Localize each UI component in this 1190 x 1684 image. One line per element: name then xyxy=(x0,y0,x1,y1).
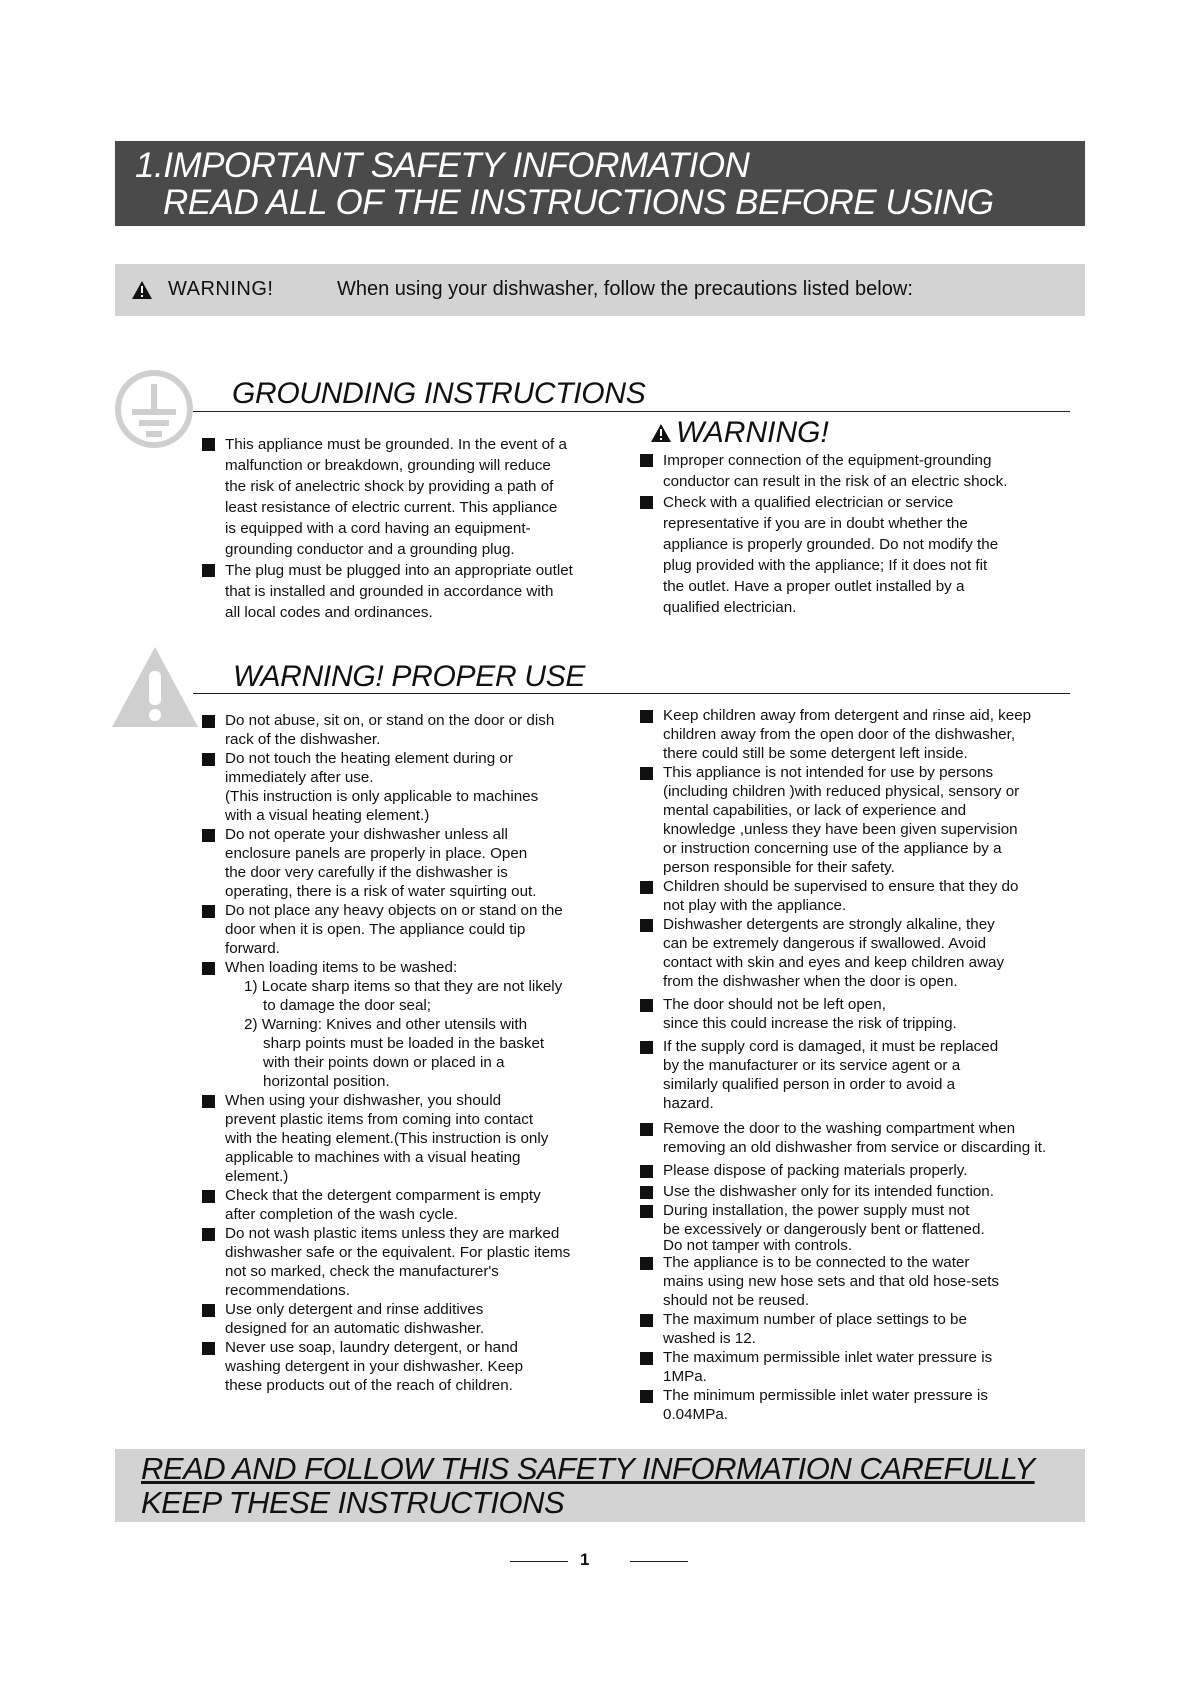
list-item: Use only detergent and rinse additives designed for an automatic dishwasher. xyxy=(202,1300,632,1338)
page-subtitle: READ ALL OF THE INSTRUCTIONS BEFORE USING xyxy=(163,183,994,222)
page-number: 1 xyxy=(580,1550,590,1569)
list-item: Do not place any heavy objects on or stand on the door when it is open. The appliance could tip forward. xyxy=(202,901,632,958)
list-item: During installation, the power supply must not be excessively or dangerously bent or flattened. Do not tamper with controls. xyxy=(640,1201,1090,1253)
list-item: When loading items to be washed: 1) Locate sharp items so that they are not likely to damage the door seal; 2) Warning: Knives and other utensils with sharp points must be loaded in the basket with their points down or placed in a horizontal position. xyxy=(202,958,632,1091)
grounding-right-column xyxy=(640,450,1080,618)
list-item: Check that the detergent comparment is empty after completion of the wash cycle. xyxy=(202,1186,632,1224)
page-number-rule-right xyxy=(630,1561,688,1562)
list-item: When using your dishwasher, you should prevent plastic items from coming into contact with the heating element.(This instruction is only applicable to machines with a visual heating element.) xyxy=(202,1091,632,1186)
proper-use-heading: WARNING! PROPER USE xyxy=(233,660,586,693)
bullet-icon xyxy=(202,829,215,842)
page-title: 1.IMPORTANT SAFETY INFORMATION xyxy=(135,146,750,185)
list-item: Use the dishwasher only for its intended function. xyxy=(640,1182,1090,1201)
bullet-icon xyxy=(640,767,653,780)
bullet-icon xyxy=(202,1304,215,1317)
bullet-icon xyxy=(640,710,653,723)
list-item: The maximum permissible inlet water pressure is 1MPa. xyxy=(640,1348,1090,1386)
proper-use-left-column xyxy=(202,711,632,1395)
page-number-rule-left xyxy=(510,1561,568,1562)
warning-label: WARNING! xyxy=(168,278,274,300)
footer-banner xyxy=(115,1449,1085,1522)
title-banner xyxy=(115,141,1085,226)
warning-triangle-icon xyxy=(650,417,672,451)
bullet-icon xyxy=(640,1186,653,1199)
footer-line-1: READ AND FOLLOW THIS SAFETY INFORMATION CAREFULLY xyxy=(141,1451,1035,1486)
warning-text: When using your dishwasher, follow the precautions listed below: xyxy=(337,278,913,300)
list-item: The door should not be left open, since this could increase the risk of tripping. xyxy=(640,995,1090,1033)
bullet-icon xyxy=(202,1095,215,1108)
bullet-icon xyxy=(202,1190,215,1203)
list-item: The appliance is to be connected to the water mains using new hose sets and that old hose-sets should not be reused. xyxy=(640,1253,1090,1310)
bullet-icon xyxy=(640,1205,653,1218)
grounding-warning-title: WARNING! xyxy=(676,416,829,449)
list-item: The maximum number of place settings to be washed is 12. xyxy=(640,1310,1090,1348)
bullet-icon xyxy=(640,1041,653,1054)
bullet-icon xyxy=(202,564,215,577)
list-item: This appliance must be grounded. In the event of a malfunction or breakdown, grounding will reduce the risk of anelectric shock by providing a path of least resistance of electric current. This appliance is equipped with a cord having an equipment- grounding conductor and a grounding plug. xyxy=(202,434,632,560)
warning-bar xyxy=(115,264,1085,316)
grounding-icon xyxy=(113,368,195,455)
list-item: The minimum permissible inlet water pressure is 0.04MPa. xyxy=(640,1386,1090,1424)
bullet-icon xyxy=(202,715,215,728)
grounding-heading: GROUNDING INSTRUCTIONS xyxy=(232,377,646,410)
bullet-icon xyxy=(640,919,653,932)
list-item: Please dispose of packing materials properly. xyxy=(640,1161,1090,1180)
list-item: Children should be supervised to ensure that they do not play with the appliance. xyxy=(640,877,1090,915)
list-item: Keep children away from detergent and rinse aid, keep children away from the open door of the dishwasher, there could still be some detergent left inside. xyxy=(640,706,1090,763)
footer-line-2: KEEP THESE INSTRUCTIONS xyxy=(141,1485,565,1520)
bullet-icon xyxy=(640,496,653,509)
bullet-icon xyxy=(640,999,653,1012)
bullet-icon xyxy=(202,1228,215,1241)
bullet-icon xyxy=(202,962,215,975)
bullet-icon xyxy=(640,1257,653,1270)
list-item: Remove the door to the washing compartment when removing an old dishwasher from service or discarding it. xyxy=(640,1119,1090,1157)
bullet-icon xyxy=(640,1390,653,1403)
proper-use-right-column xyxy=(640,706,1090,1424)
grounding-rule xyxy=(193,411,1070,412)
grounding-left-column xyxy=(202,434,632,623)
list-item: If the supply cord is damaged, it must be replaced by the manufacturer or its service agent or a similarly qualified person in order to avoid a hazard. xyxy=(640,1037,1090,1113)
bullet-icon xyxy=(640,1352,653,1365)
list-item: Do not touch the heating element during or immediately after use. (This instruction is only applicable to machines with a visual heating element.) xyxy=(202,749,632,825)
list-item: Dishwasher detergents are strongly alkaline, they can be extremely dangerous if swallowed. Avoid contact with skin and eyes and keep children away from the dishwasher when the door is open. xyxy=(640,915,1090,991)
list-item: Do not wash plastic items unless they are marked dishwasher safe or the equivalent. For plastic items not so marked, check the manufacturer's recommendations. xyxy=(202,1224,632,1300)
warning-triangle-icon xyxy=(131,280,153,305)
list-item: Never use soap, laundry detergent, or hand washing detergent in your dishwasher. Keep these products out of the reach of children. xyxy=(202,1338,632,1395)
bullet-icon xyxy=(640,1314,653,1327)
bullet-icon xyxy=(640,1165,653,1178)
bullet-icon xyxy=(202,438,215,451)
list-item: Do not abuse, sit on, or stand on the door or dish rack of the dishwasher. xyxy=(202,711,632,749)
list-item: Check with a qualified electrician or service representative if you are in doubt whether the appliance is properly grounded. Do not modify the plug provided with the appliance; If it does not fit the outlet. Have a proper outlet installed by a qualified electrician. xyxy=(640,492,1080,618)
proper-use-rule xyxy=(193,693,1070,694)
bullet-icon xyxy=(202,753,215,766)
bullet-icon xyxy=(202,905,215,918)
list-item: The plug must be plugged into an appropriate outlet that is installed and grounded in accordance with all local codes and ordinances. xyxy=(202,560,632,623)
list-item: This appliance is not intended for use by persons (including children )with reduced physical, sensory or mental capabilities, or lack of experience and knowledge ,unless they have been given supervision or instruction concerning use of the appliance by a person responsible for their safety. xyxy=(640,763,1090,877)
caution-exclamation-icon xyxy=(110,645,200,734)
bullet-icon xyxy=(640,881,653,894)
bullet-icon xyxy=(202,1342,215,1355)
bullet-icon xyxy=(640,454,653,467)
bullet-icon xyxy=(640,1123,653,1136)
list-item: Improper connection of the equipment-grounding conductor can result in the risk of an electric shock. xyxy=(640,450,1080,492)
grounding-warning-heading xyxy=(650,416,829,451)
list-item: Do not operate your dishwasher unless all enclosure panels are properly in place. Open the door very carefully if the dishwasher is operating, there is a risk of water squirting out. xyxy=(202,825,632,901)
